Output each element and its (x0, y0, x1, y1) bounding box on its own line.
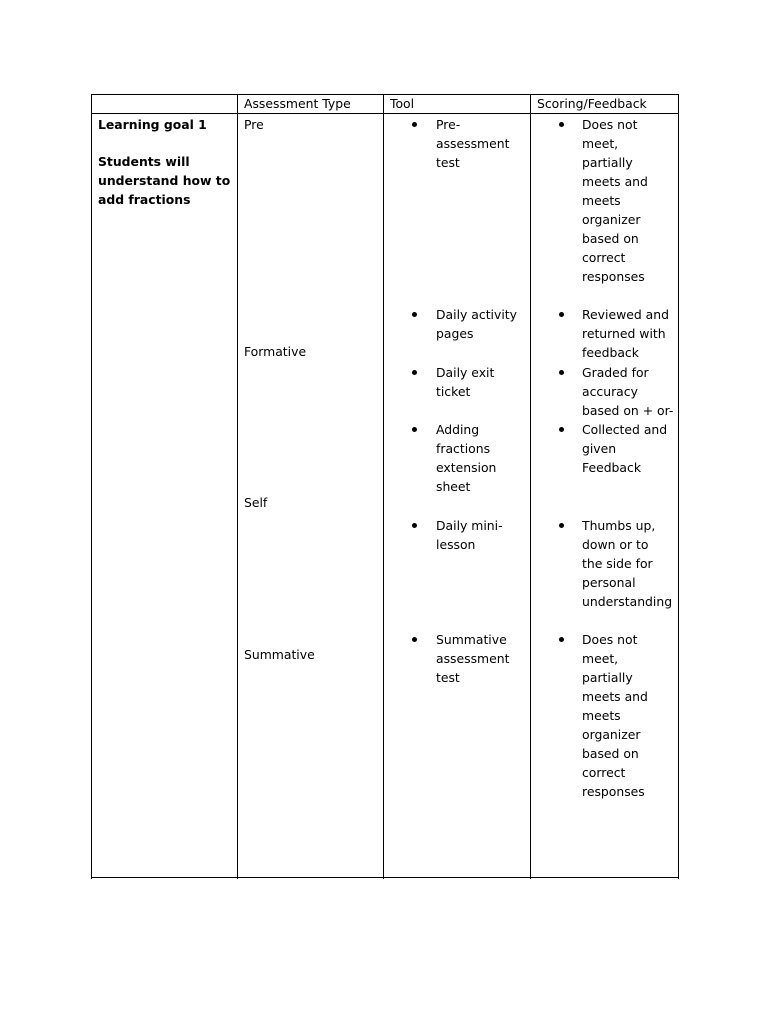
bullet-icon (412, 370, 417, 375)
scoring-line: Collected and (582, 422, 668, 437)
tool-text (436, 115, 509, 172)
scoring-line: based on (582, 746, 639, 761)
scoring-line: Feedback (582, 460, 642, 475)
scoring-line: meets (582, 708, 621, 723)
bullet-icon (559, 427, 564, 432)
tool-line: Adding (436, 422, 480, 437)
scoring-text (582, 516, 672, 611)
table-left-border (91, 94, 92, 879)
scoring-line: based on (582, 231, 639, 246)
tool-line: Daily activity (436, 307, 517, 322)
assessment-type-summative: Summative (244, 647, 315, 662)
bullet-icon (412, 637, 417, 642)
scoring-text (582, 305, 669, 362)
tool-line: sheet (436, 479, 471, 494)
scoring-line: accuracy (582, 384, 638, 399)
learning-goal-title: Learning goal 1 (98, 117, 207, 132)
goal-line: add fractions (98, 192, 191, 207)
assessment-type-formative: Formative (244, 344, 307, 359)
scoring-line: meets and (582, 174, 648, 189)
tool-line: extension (436, 460, 497, 475)
tool-text (436, 363, 494, 401)
scoring-text (582, 630, 648, 801)
tool-text (436, 516, 503, 554)
tool-line: Summative (436, 632, 507, 647)
scoring-line: based on + or- (582, 403, 674, 418)
tool-line: assessment (436, 651, 510, 666)
scoring-line: correct (582, 765, 626, 780)
tool-line: Daily mini- (436, 518, 503, 533)
tool-text (436, 420, 496, 496)
bullet-icon (559, 523, 564, 528)
scoring-line: understanding (582, 594, 673, 609)
assessment-type-pre: Pre (244, 117, 264, 132)
header-scoring-feedback: Scoring/Feedback (537, 96, 647, 111)
scoring-line: responses (582, 269, 645, 284)
table-right-border (678, 94, 679, 879)
scoring-line: partially (582, 670, 633, 685)
scoring-line: given (582, 441, 617, 456)
tool-line: assessment (436, 136, 510, 151)
bullet-icon (412, 122, 417, 127)
scoring-line: meets and (582, 689, 648, 704)
scoring-line: Does not (582, 117, 638, 132)
bullet-icon (559, 637, 564, 642)
tool-line: Pre- (436, 117, 461, 132)
tool-line: test (436, 670, 460, 685)
bullet-icon (412, 523, 417, 528)
header-row-border (91, 113, 679, 114)
column-divider-3 (530, 94, 531, 879)
tool-line: lesson (436, 537, 476, 552)
goal-line: Students will (98, 154, 190, 169)
header-tool: Tool (390, 96, 415, 111)
scoring-line: meets (582, 193, 621, 208)
tool-line: fractions (436, 441, 491, 456)
scoring-text (582, 363, 673, 420)
scoring-line: meet, (582, 651, 619, 666)
table-bottom-border (91, 877, 679, 878)
tool-line: Daily exit (436, 365, 495, 380)
scoring-line: the side for (582, 556, 653, 571)
scoring-line: Reviewed and (582, 307, 669, 322)
scoring-line: organizer (582, 727, 641, 742)
scoring-line: Graded for (582, 365, 649, 380)
tool-line: pages (436, 326, 474, 341)
scoring-line: responses (582, 784, 645, 799)
bullet-icon (559, 370, 564, 375)
scoring-line: partially (582, 155, 633, 170)
assessment-type-self: Self (244, 495, 268, 510)
scoring-line: correct (582, 250, 626, 265)
goal-line: understand how to (98, 173, 231, 188)
scoring-text (582, 115, 648, 286)
scoring-line: Thumbs up, (582, 518, 656, 533)
bullet-icon (412, 312, 417, 317)
tool-text (436, 305, 517, 343)
bullet-icon (412, 427, 417, 432)
column-divider-1 (237, 94, 238, 879)
learning-goal-description (98, 152, 230, 209)
scoring-line: Does not (582, 632, 638, 647)
bullet-icon (559, 122, 564, 127)
tool-line: ticket (436, 384, 471, 399)
scoring-line: returned with (582, 326, 666, 341)
tool-text (436, 630, 509, 687)
scoring-text (582, 420, 667, 477)
bullet-icon (559, 312, 564, 317)
column-divider-2 (383, 94, 384, 879)
tool-line: test (436, 155, 460, 170)
header-assessment-type: Assessment Type (244, 96, 351, 111)
scoring-line: organizer (582, 212, 641, 227)
scoring-line: personal (582, 575, 636, 590)
scoring-line: meet, (582, 136, 619, 151)
scoring-line: down or to (582, 537, 649, 552)
scoring-line: feedback (582, 345, 639, 360)
